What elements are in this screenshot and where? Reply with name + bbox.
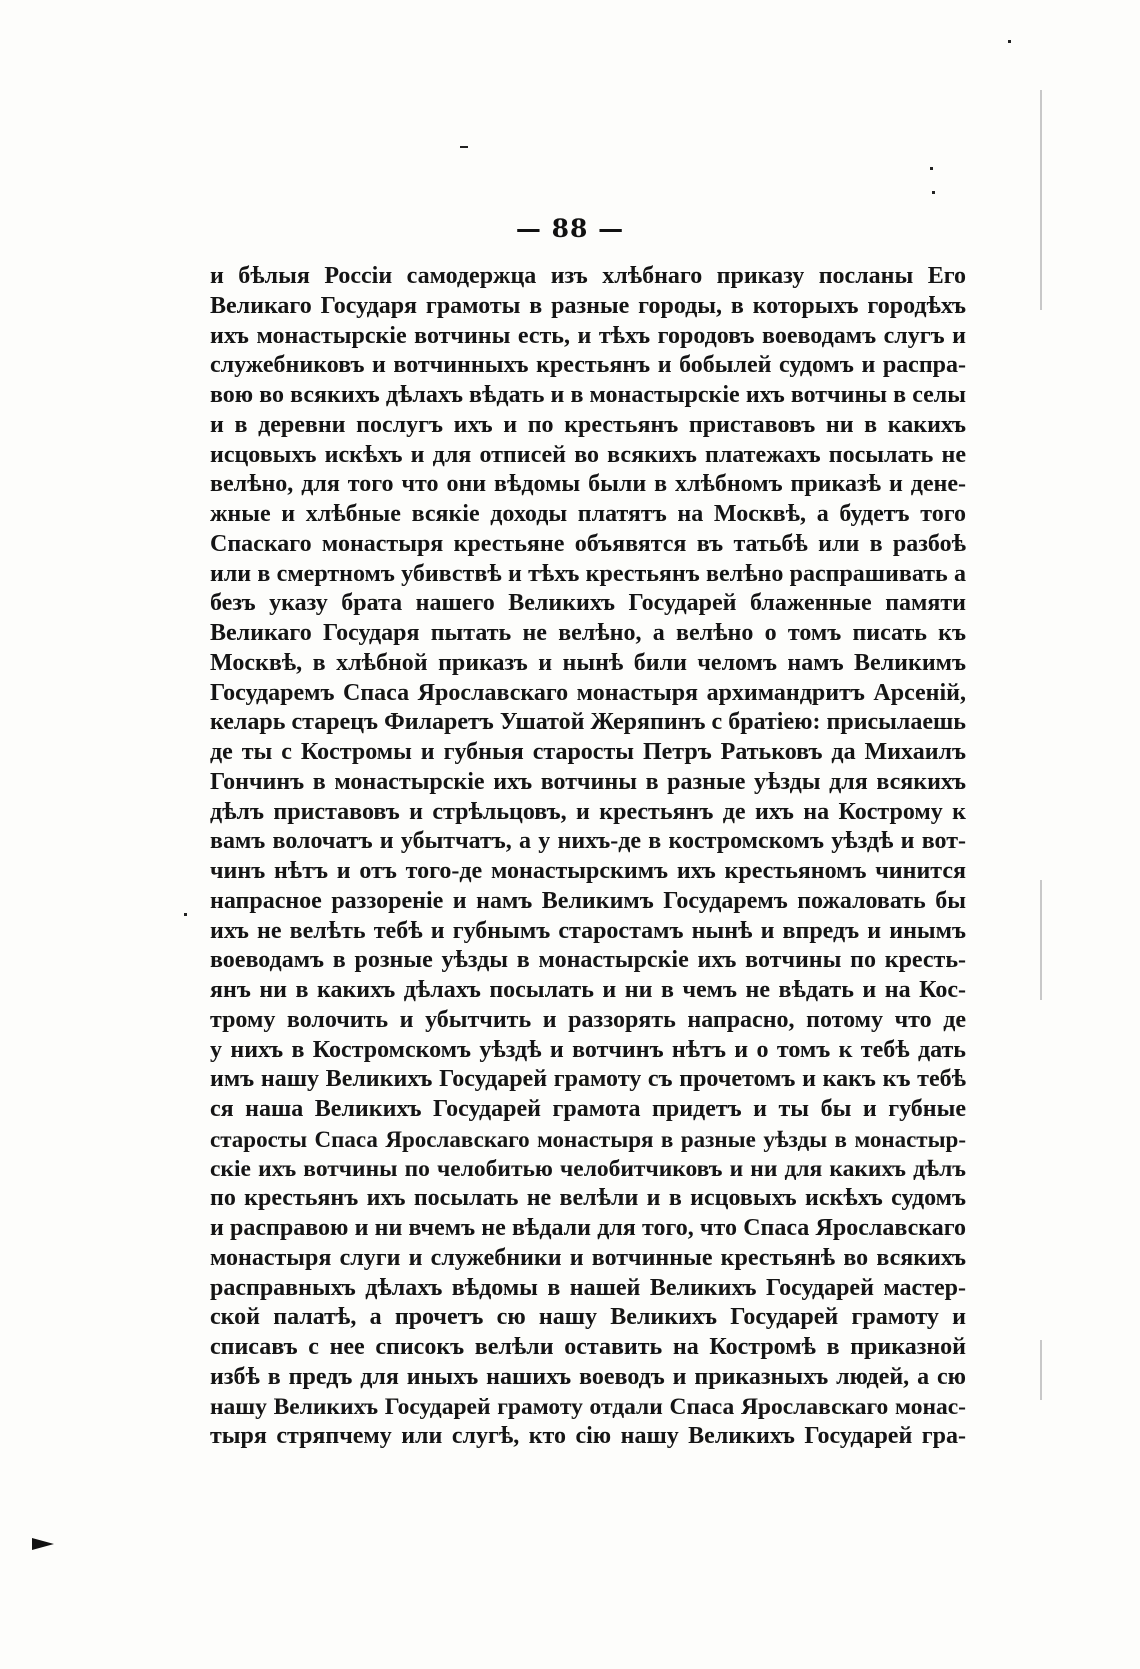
- text-line: напрасное раззореніе и намъ Великимъ Государемъ пожаловать бы: [210, 887, 966, 914]
- text-line: служебниковъ и вотчинныхъ крестьянъ и бобылей судомъ и распра-: [210, 352, 966, 379]
- text-line: Москвѣ, в хлѣбной приказъ и нынѣ били челомъ намъ Великимъ: [210, 649, 966, 676]
- text-line: Гончинъ в монастырскіе ихъ вотчины в разные уѣзды для всякихъ: [210, 768, 966, 795]
- text-line: ихъ монастырскіе вотчины есть, и тѣхъ городовъ воеводамъ слугъ и: [210, 322, 966, 349]
- scan-edge-line: [1040, 90, 1042, 310]
- scan-speck: [460, 146, 468, 148]
- text-line: Великаго Государя грамоты в разные городы, в которыхъ городѣхъ: [210, 292, 966, 319]
- text-line: трому волочить и убытчить и раззорять напрасно, потому что де: [210, 1006, 966, 1033]
- text-line: ской палатѣ, а прочетъ сю нашу Великихъ Государей грамоту и: [210, 1304, 966, 1331]
- text-line: жные и хлѣбные всякіе доходы платятъ на Москвѣ, а будетъ того: [210, 501, 966, 527]
- text-line: или в смертномъ убивствѣ и тѣхъ крестьянъ велѣно распрашивать а: [210, 560, 966, 587]
- text-line: ихъ не велѣть тебѣ и губнымъ старостамъ нынѣ и впредъ и инымъ: [210, 917, 966, 944]
- text-line: де ты с Костромы и губныя старосты Петръ Ратьковъ да Михаилъ: [210, 739, 966, 765]
- text-line: дѣлъ приставовъ и стрѣльцовъ, и крестьянъ де ихъ на Кострому к: [210, 798, 966, 825]
- text-line: чинъ нѣтъ и отъ того-де монастырскимъ ихъ крестьяномъ чинится: [210, 858, 966, 884]
- page-number: — 88 —: [515, 214, 625, 243]
- text-line: келарь старецъ Филаретъ Ушатой Жеряпинъ с братіею: присылаешь: [210, 709, 966, 736]
- text-line: воеводамъ в розные уѣзды в монастырскіе ихъ вотчины по кресть-: [210, 947, 966, 974]
- body-text: [210, 262, 966, 1452]
- text-line: и в деревни послугъ ихъ и по крестьянъ приставовъ ни в какихъ: [210, 411, 966, 438]
- scan-edge-line: [1040, 1340, 1042, 1400]
- text-line: ся наша Великихъ Государей грамота придетъ и ты бы и губные: [210, 1096, 966, 1122]
- text-line: списавъ с нее списокъ велѣли оставить на Костромѣ в приказной: [210, 1334, 966, 1360]
- text-line: янъ ни в какихъ дѣлахъ посылать и ни в чемъ не вѣдать и на Кос-: [210, 977, 966, 1003]
- text-line: безъ указу брата нашего Великихъ Государей блаженные памяти: [210, 590, 966, 617]
- scan-speck: [930, 167, 933, 170]
- text-line: и расправою и ни вчемъ не вѣдали для того, что Спаса Ярославскаго: [210, 1215, 966, 1241]
- text-line: нашу Великихъ Государей грамоту отдали Спаса Ярославскаго монас-: [210, 1393, 966, 1420]
- text-line: тыря стряпчему или слугѣ, кто сію нашу Великихъ Государей гра-: [210, 1423, 966, 1450]
- text-line: расправныхъ дѣлахъ вѣдомы в нашей Великихъ Государей мастер-: [210, 1274, 966, 1301]
- text-line: Государемъ Спаса Ярославскаго монастыря архимандритъ Арсеній,: [210, 679, 966, 706]
- text-line: вамъ волочатъ и убытчатъ, а у нихъ-де в костромскомъ уѣздѣ и вот-: [210, 828, 966, 855]
- text-line: Великаго Государя пытать не велѣно, а велѣно о томъ писать къ: [210, 620, 966, 646]
- text-line: у нихъ в Костромскомъ уѣздѣ и вотчинъ нѣтъ и о томъ к тебѣ дать: [210, 1036, 966, 1063]
- text-line: велѣно, для того что они вѣдомы были в хлѣбномъ приказѣ и дене-: [210, 471, 966, 498]
- text-line: монастыря слуги и служебники и вотчинные крестьянѣ во всякихъ: [210, 1244, 966, 1271]
- text-line: и бѣлыя Россіи самодержца изъ хлѣбнаго приказу посланы Его: [210, 263, 966, 289]
- text-line: Спаскаго монастыря крестьяне объявятся въ татьбѣ или в разбоѣ: [210, 530, 966, 557]
- text-line: избѣ в предъ для иныхъ нашихъ воеводъ и приказныхъ людей, а сю: [210, 1363, 966, 1390]
- page-edge-arrow-icon: [32, 1538, 54, 1550]
- text-line: исцовыхъ искѣхъ и для отписей во всякихъ платежахъ посылать не: [210, 441, 966, 468]
- text-line: имъ нашу Великихъ Государей грамоту съ прочетомъ и какъ къ тебѣ: [210, 1066, 966, 1093]
- text-line: скіе ихъ вотчины по челобитью челобитчиковъ и ни для какихъ дѣлъ: [210, 1155, 966, 1182]
- scan-edge-line: [1040, 880, 1042, 1000]
- scan-speck: [932, 191, 935, 194]
- scan-speck: [184, 913, 187, 916]
- text-line: по крестьянъ ихъ посылать не велѣли и в исцовыхъ искѣхъ судомъ: [210, 1185, 966, 1212]
- scan-speck: [1008, 40, 1011, 43]
- text-line: старосты Спаса Ярославскаго монастыря в разные уѣзды в монастыр-: [210, 1126, 966, 1152]
- text-line: вою во всякихъ дѣлахъ вѣдать и в монастырскіе ихъ вотчины в селы: [210, 382, 966, 408]
